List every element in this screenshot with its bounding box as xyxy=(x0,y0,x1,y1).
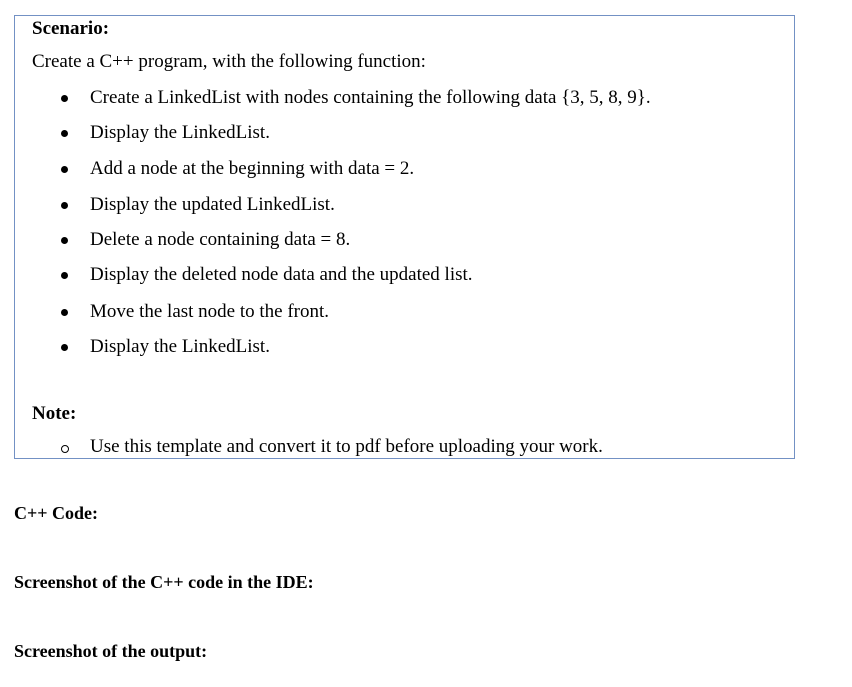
output-screenshot-heading: Screenshot of the output: xyxy=(14,641,208,661)
note-item-text: Use this template and convert it to pdf before uploading your work. xyxy=(90,436,603,457)
bullet-icon xyxy=(61,344,68,351)
scenario-box xyxy=(14,15,795,459)
bullet-icon xyxy=(61,130,68,137)
bullet-icon xyxy=(61,237,68,244)
ide-screenshot-heading: Screenshot of the C++ code in the IDE: xyxy=(14,572,314,592)
note-heading: Note: xyxy=(32,403,77,424)
list-item-text: Move the last node to the front. xyxy=(90,301,330,322)
scenario-intro: Create a C++ program, with the following function: xyxy=(32,51,426,72)
list-item-text: Display the updated LinkedList. xyxy=(90,194,335,215)
scenario-heading: Scenario: xyxy=(32,18,110,39)
bullet-icon xyxy=(61,166,68,173)
bullet-icon xyxy=(61,95,68,102)
list-item-text: Add a node at the beginning with data = 2. xyxy=(90,158,415,179)
bullet-icon xyxy=(61,202,68,209)
list-item-text: Create a LinkedList with nodes containing the following data {3, 5, 8, 9}. xyxy=(90,87,651,108)
bullet-icon xyxy=(61,272,68,279)
code-section-heading: C++ Code: xyxy=(14,503,99,523)
circle-bullet-icon xyxy=(61,445,69,453)
list-item-text: Delete a node containing data = 8. xyxy=(90,229,351,250)
bullet-icon xyxy=(61,309,68,316)
list-item-text: Display the LinkedList. xyxy=(90,122,270,143)
list-item-text: Display the deleted node data and the updated list. xyxy=(90,264,473,285)
list-item-text: Display the LinkedList. xyxy=(90,336,270,357)
